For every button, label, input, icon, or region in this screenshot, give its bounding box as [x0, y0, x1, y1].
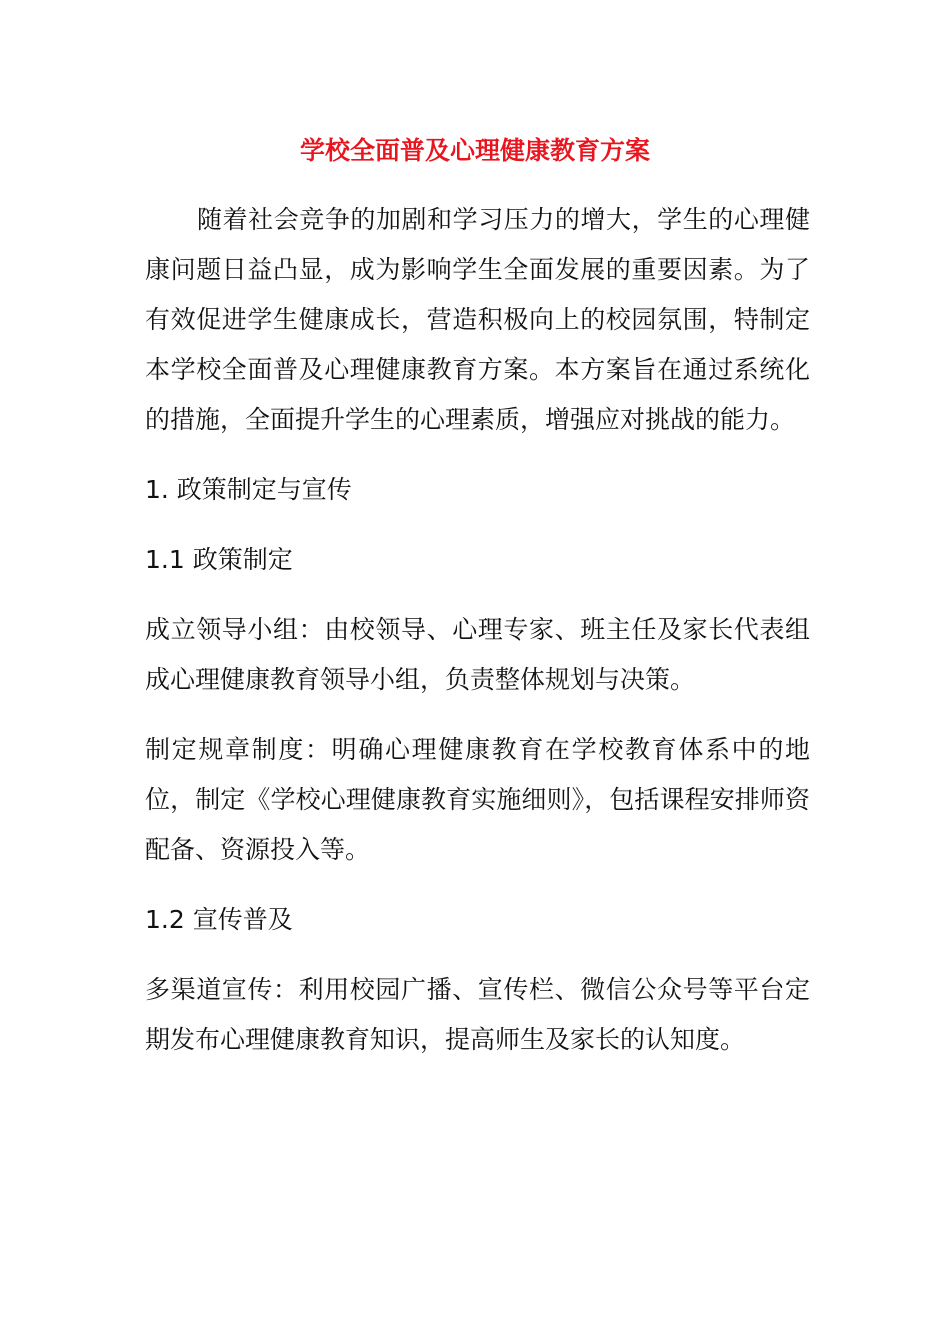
leadership-group-paragraph: 成立领导小组：由校领导、心理专家、班主任及家长代表组成心理健康教育领导小组，负责整体规划与决策。	[145, 615, 810, 694]
regulations-paragraph: 制定规章制度：明确心理健康教育在学校教育体系中的地位，制定《学校心理健康教育实施细则》，包括课程安排师资配备、资源投入等。	[145, 735, 810, 864]
document-body	[145, 195, 810, 1065]
document-title: 学校全面普及心理健康教育方案	[299, 136, 650, 165]
section-1-heading: 1. 政策制定与宣传	[145, 475, 352, 504]
intro-paragraph: 随着社会竞争的加剧和学习压力的增大，学生的心理健康问题日益凸显，成为影响学生全面发展的重要因素。为了有效促进学生健康成长，营造积极向上的校园氛围，特制定本学校全面普及心理健康教育方案。本方案旨在通过系统化的措施，全面提升学生的心理素质，增强应对挑战的能力。	[145, 205, 810, 434]
section-1-2-heading: 1.2 宣传普及	[145, 905, 293, 934]
section-1-1-heading: 1.1 政策制定	[145, 545, 293, 574]
multichannel-paragraph: 多渠道宣传：利用校园广播、宣传栏、微信公众号等平台定期发布心理健康教育知识，提高师生及家长的认知度。	[145, 975, 810, 1054]
